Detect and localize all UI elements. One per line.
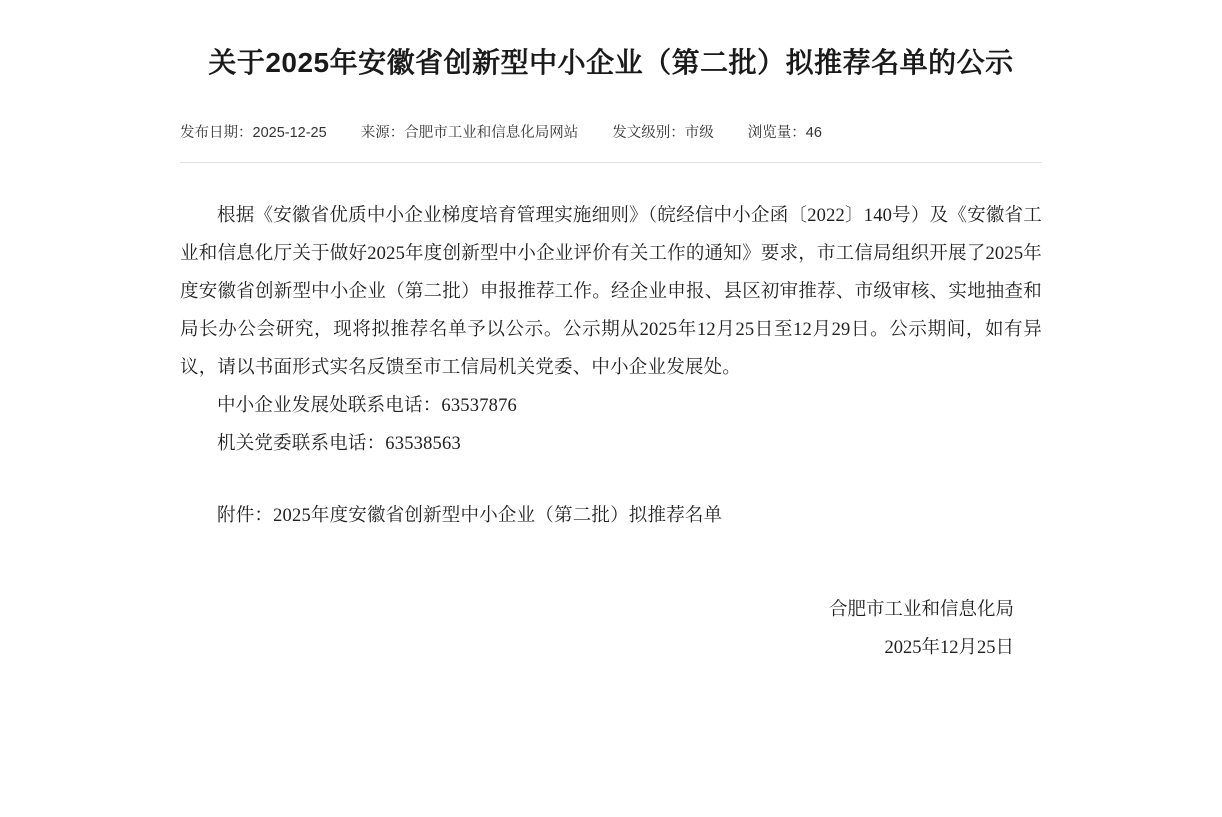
attachment-label: 附件：2025年度安徽省创新型中小企业（第二批）拟推荐名单	[217, 506, 723, 526]
meta-source-label: 来源：	[360, 125, 405, 141]
meta-publish-date-value: 2025-12-25	[252, 125, 327, 141]
article-container	[180, 0, 1042, 667]
document-signature	[180, 591, 1042, 667]
contact-line-1: 中小企业发展处联系电话：63537876	[217, 396, 518, 416]
signature-date: 2025年12月25日	[884, 638, 1014, 658]
contact-line-2: 机关党委联系电话：63538563	[217, 434, 461, 454]
document-meta	[180, 122, 1042, 144]
meta-views	[748, 122, 822, 144]
body-paragraph-1: 根据《安徽省优质中小企业梯度培育管理实施细则》（皖经信中小企函〔2022〕140号）及《安徽省工业和信息化厅关于做好2025年度创新型中小企业评价有关工作的通知》要求，市工信局组织开展了2025年度安徽省创新型中小企业（第二批）申报推荐工作。经企业申报、县区初审推荐、市级审核、实地抽查和局长办公会研究，现将拟推荐名单予以公示。公示期从2025年12月25日至12月29日。公示期间，如有异议，请以书面形式实名反馈至市工信局机关党委、中小企业发展处。	[180, 206, 1042, 378]
meta-level-value: 市级	[684, 125, 714, 141]
meta-publish-date	[180, 122, 327, 144]
meta-divider	[180, 162, 1042, 163]
meta-level	[612, 122, 714, 144]
attachment-section	[180, 497, 1042, 535]
document-body	[180, 197, 1042, 535]
meta-source-value: 合肥市工业和信息化局网站	[404, 125, 579, 141]
signature-organization: 合肥市工业和信息化局	[828, 600, 1014, 620]
meta-views-value: 46	[805, 125, 822, 141]
meta-publish-date-label: 发布日期：	[180, 125, 253, 141]
meta-views-label: 浏览量：	[747, 125, 806, 141]
meta-source	[361, 122, 579, 144]
page-title: 关于2025年安徽省创新型中小企业（第二批）拟推荐名单的公示	[208, 47, 1014, 78]
meta-level-label: 发文级别：	[612, 125, 685, 141]
